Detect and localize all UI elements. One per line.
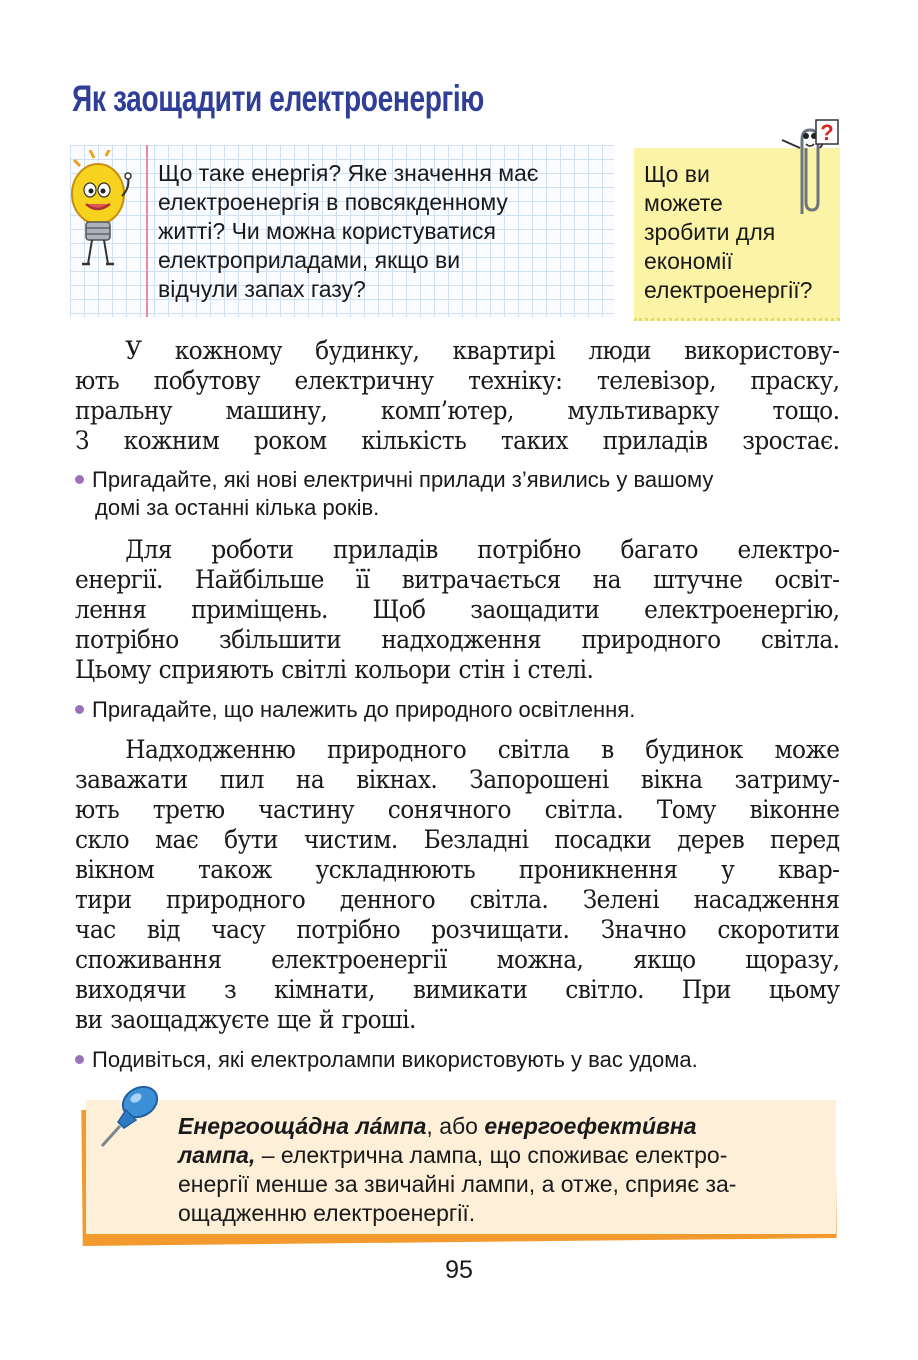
page-title: Як заощадити електроенергію [72,78,484,119]
paragraph-line: Цьому сприяють світлі кольори стін і стелі. [75,655,594,684]
paragraph-line: ють побутову електричну техніку: телевізор, праску, [75,366,840,395]
paragraph-line: виходячи з кімнати, вимикати світло. При цьому [75,975,840,1004]
paragraph-line: споживання електроенергії можна, якщо щоразу, [75,945,840,974]
definition-term: Енергоощáдна лáмпа [178,1113,427,1139]
question-line: житті? Чи можна користуватися [158,218,496,244]
paragraph-line: час від часу потрібно розчищати. Значно скоротити [75,915,840,944]
push-pin-icon [96,1084,166,1150]
definition-box [82,1100,838,1240]
question-mark-badge: ? [820,120,834,145]
paragraph-line: скло має бути чистим. Безладні посадки дерев перед [75,825,840,854]
bullet-dot-icon [75,705,84,714]
definition-line: – електрична лампа, що споживає електро- [255,1142,728,1168]
sticky-line: електроенергії? [644,277,813,303]
bullet-text: Пригадайте, які нові електричні прилади з’явились у вашому [92,467,714,492]
bullet-text: домі за останні кілька років. [95,495,380,520]
bullet-text: Подивіться, які електролампи використовують у вас удома. [92,1047,698,1072]
paragraph [75,336,839,456]
definition-separator: , або [426,1113,485,1139]
page-number: 95 [445,1256,473,1284]
paragraph [75,535,839,685]
paragraph-line: Надходженню природного світла в будинок може [125,735,840,764]
question-line: відчули запах газу? [158,276,366,302]
bullet-text: Пригадайте, що належить до природного освітлення. [92,697,636,722]
paragraph-line: ють третю частину сонячного світла. Тому віконне [75,795,840,824]
definition-term: лампа, [178,1142,256,1168]
paragraph-line: лення приміщень. Щоб заощадити електроенергію, [75,595,840,624]
sticky-line: економії [644,248,733,274]
paragraph-line: енергії. Найбільше її витрачається на штучне освіт- [75,565,840,594]
definition-text [178,1112,824,1228]
paragraph-line: тири природного денного світла. Зелені насадження [75,885,840,914]
paragraph-line: заважати пил на вікнах. Запорошені вікна затриму- [75,765,840,794]
bullet-item [75,466,713,522]
bullet-dot-icon [75,1055,84,1064]
paperclip-question-icon [772,118,842,218]
paragraph-line: Для роботи приладів потрібно багато електро- [125,535,840,564]
question-line: електроприладами, якщо ви [158,247,461,273]
paragraph-line: вікном також ускладнюють проникнення у квар- [75,855,840,884]
margin-line [146,145,148,317]
definition-line: енергії менше за звичайні лампи, а отже, сприяє за- [178,1171,737,1197]
sticky-line: зробити для [644,219,776,245]
paragraph [75,735,839,1035]
paragraph-line: ви заощаджуєте ще й гроші. [75,1005,416,1034]
bullet-item [75,1046,698,1074]
question-line: електроенергія в повсякденному [158,189,508,215]
paragraph-line: потрібно збільшити надходження природного світла. [75,625,840,654]
bullet-dot-icon [75,475,84,484]
question-line: Що таке енергія? Яке значення має [158,160,539,186]
lightbulb-mascot-icon [64,150,140,272]
question-box [70,145,614,317]
paragraph-line: пральну машину, комп’ютер, мультиварку тощо. [75,396,840,425]
sticky-line: Що ви [644,161,710,187]
definition-term: енергоефектúвна [484,1113,697,1139]
sticky-line: можете [644,190,723,216]
bullet-item [75,696,635,724]
question-text [158,159,610,304]
definition-line: ощадженню електроенергії. [178,1200,476,1226]
paragraph-line: У кожному будинку, квартирі люди використову- [125,336,840,365]
paragraph-line: З кожним роком кількість таких приладів зростає. [75,426,840,455]
